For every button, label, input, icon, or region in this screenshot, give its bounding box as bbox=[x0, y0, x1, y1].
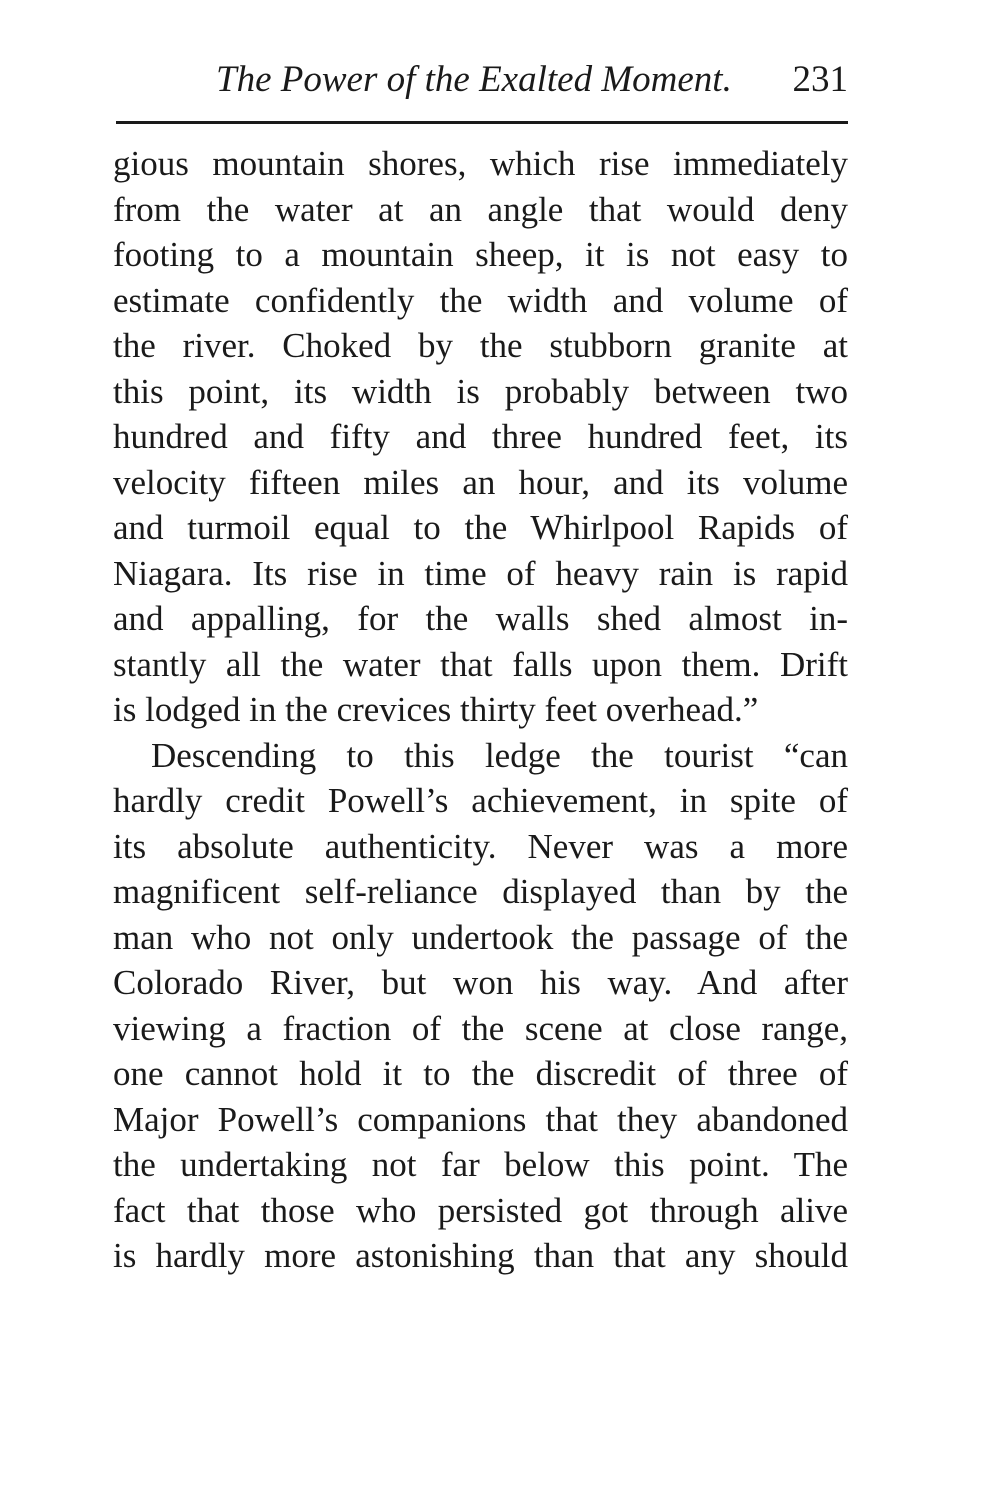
text-line: from the water at an angle that would deny bbox=[113, 189, 848, 229]
text-line: fact that those who persisted got through alive bbox=[113, 1190, 848, 1230]
text-line: and appalling, for the walls shed almost in- bbox=[113, 599, 848, 638]
paragraph-end-line: is lodged in the crevices thirty feet overhead.” bbox=[113, 690, 759, 729]
text-line: stantly all the water that falls upon them. Drift bbox=[113, 644, 848, 684]
text-line: and turmoil equal to the Whirlpool Rapids of bbox=[113, 508, 848, 547]
text-line: gious mountain shores, which rise immediately bbox=[113, 144, 848, 183]
text-line: is hardly more astonishing than that any should bbox=[113, 1236, 848, 1275]
text-line: the undertaking not far below this point. The bbox=[113, 1145, 848, 1184]
text-line: footing to a mountain sheep, it is not easy to bbox=[113, 235, 848, 274]
paragraph-first-line: Descending to this ledge the tourist “can bbox=[151, 735, 848, 775]
header-rule bbox=[116, 121, 848, 124]
text-line: this point, its width is probably between two bbox=[113, 371, 848, 411]
text-line: Colorado River, but won his way. And after bbox=[113, 963, 848, 1002]
text-line: Niagara. Its rise in time of heavy rain is rapid bbox=[113, 553, 848, 593]
text-line: hardly credit Powell’s achievement, in spite of bbox=[113, 781, 848, 820]
body-text bbox=[113, 141, 848, 1279]
text-line: viewing a fraction of the scene at close range, bbox=[113, 1008, 848, 1048]
text-line: the river. Choked by the stubborn granite at bbox=[113, 326, 848, 365]
text-line: its absolute authenticity. Never was a more bbox=[113, 826, 848, 866]
text-line: hundred and fifty and three hundred feet, its bbox=[113, 417, 848, 456]
page-number: 231 bbox=[792, 59, 848, 100]
text-line: estimate confidently the width and volume of bbox=[113, 280, 848, 320]
text-line: man who not only undertook the passage of the bbox=[113, 917, 848, 957]
text-line: Major Powell’s companions that they abandoned bbox=[113, 1099, 848, 1139]
running-title: The Power of the Exalted Moment. bbox=[216, 59, 732, 100]
text-line: velocity fifteen miles an hour, and its volume bbox=[113, 462, 848, 502]
text-line: one cannot hold it to the discredit of three of bbox=[113, 1054, 848, 1093]
text-line: magnificent self-reliance displayed than by the bbox=[113, 872, 848, 911]
running-head bbox=[116, 50, 848, 110]
